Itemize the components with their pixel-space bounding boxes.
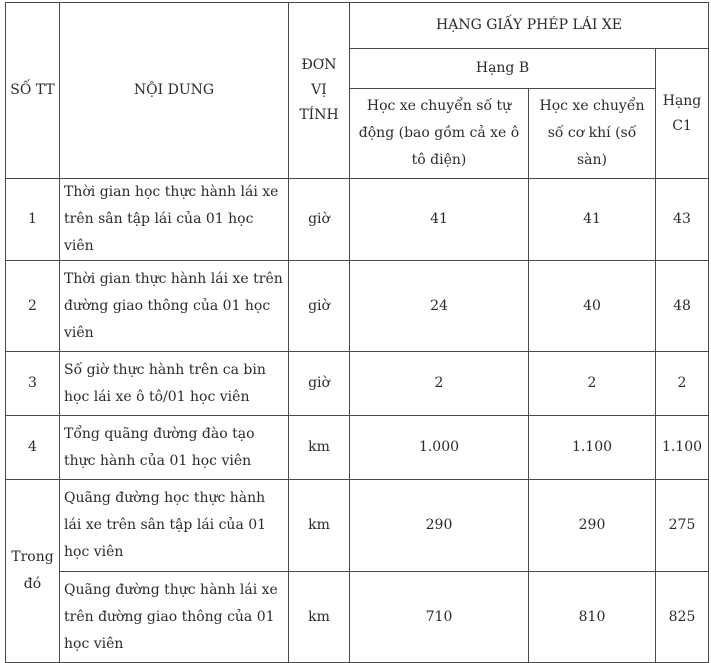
row-c1: 1.100 xyxy=(656,416,709,480)
header-hang-b: Hạng B xyxy=(350,49,656,89)
header-noi-dung: NỘI DUNG xyxy=(60,3,289,179)
row-stt: 4 xyxy=(6,416,60,480)
row-c1: 48 xyxy=(656,261,709,352)
row-content: Số giờ thực hành trên ca bin học lái xe ô tô/01 học viên xyxy=(60,352,289,416)
row-b-manual: 41 xyxy=(529,179,656,261)
row-b-auto: 41 xyxy=(350,179,529,261)
header-hang-gplx: HẠNG GIẤY PHÉP LÁI XE xyxy=(350,3,709,49)
row-unit: giờ xyxy=(289,261,350,352)
row-unit: km xyxy=(289,416,350,480)
row-b-manual: 290 xyxy=(529,480,656,572)
table-row xyxy=(6,352,709,416)
row-content: Thời gian thực hành lái xe trên đường giao thông của 01 học viên xyxy=(60,261,289,352)
table-row xyxy=(6,480,709,572)
row-content: Quãng đường thực hành lái xe trên đường giao thông của 01 học viên xyxy=(60,572,289,663)
row-b-auto: 2 xyxy=(350,352,529,416)
header-so-tt: SỐ TT xyxy=(6,3,60,179)
row-unit: giờ xyxy=(289,352,350,416)
row-b-manual: 1.100 xyxy=(529,416,656,480)
trong-do-label: Trong đó xyxy=(6,480,60,663)
row-content: Thời gian học thực hành lái xe trên sân tập lái của 01 học viên xyxy=(60,179,289,261)
row-c1: 43 xyxy=(656,179,709,261)
row-b-auto: 1.000 xyxy=(350,416,529,480)
row-b-auto: 710 xyxy=(350,572,529,663)
row-content: Tổng quãng đường đào tạo thực hành của 01 học viên xyxy=(60,416,289,480)
row-b-manual: 2 xyxy=(529,352,656,416)
row-unit: giờ xyxy=(289,179,350,261)
table-row xyxy=(6,261,709,352)
row-b-manual: 40 xyxy=(529,261,656,352)
row-c1: 275 xyxy=(656,480,709,572)
row-stt: 1 xyxy=(6,179,60,261)
row-unit: km xyxy=(289,572,350,663)
table-row xyxy=(6,179,709,261)
driving-training-table xyxy=(5,2,709,663)
row-stt: 3 xyxy=(6,352,60,416)
table-row xyxy=(6,572,709,663)
table-row xyxy=(6,416,709,480)
header-hoc-xe-tu-dong: Học xe chuyển số tự động (bao gồm cả xe ô tô điện) xyxy=(350,89,529,179)
row-b-auto: 24 xyxy=(350,261,529,352)
row-unit: km xyxy=(289,480,350,572)
row-stt: 2 xyxy=(6,261,60,352)
header-don-vi-tinh: ĐƠN VỊ TÍNH xyxy=(289,3,350,179)
header-hoc-xe-co-khi: Học xe chuyển số cơ khí (số sàn) xyxy=(529,89,656,179)
row-b-manual: 810 xyxy=(529,572,656,663)
row-b-auto: 290 xyxy=(350,480,529,572)
row-c1: 825 xyxy=(656,572,709,663)
header-hang-c1: Hạng C1 xyxy=(656,49,709,179)
row-c1: 2 xyxy=(656,352,709,416)
row-content: Quãng đường học thực hành lái xe trên sân tập lái của 01 học viên xyxy=(60,480,289,572)
